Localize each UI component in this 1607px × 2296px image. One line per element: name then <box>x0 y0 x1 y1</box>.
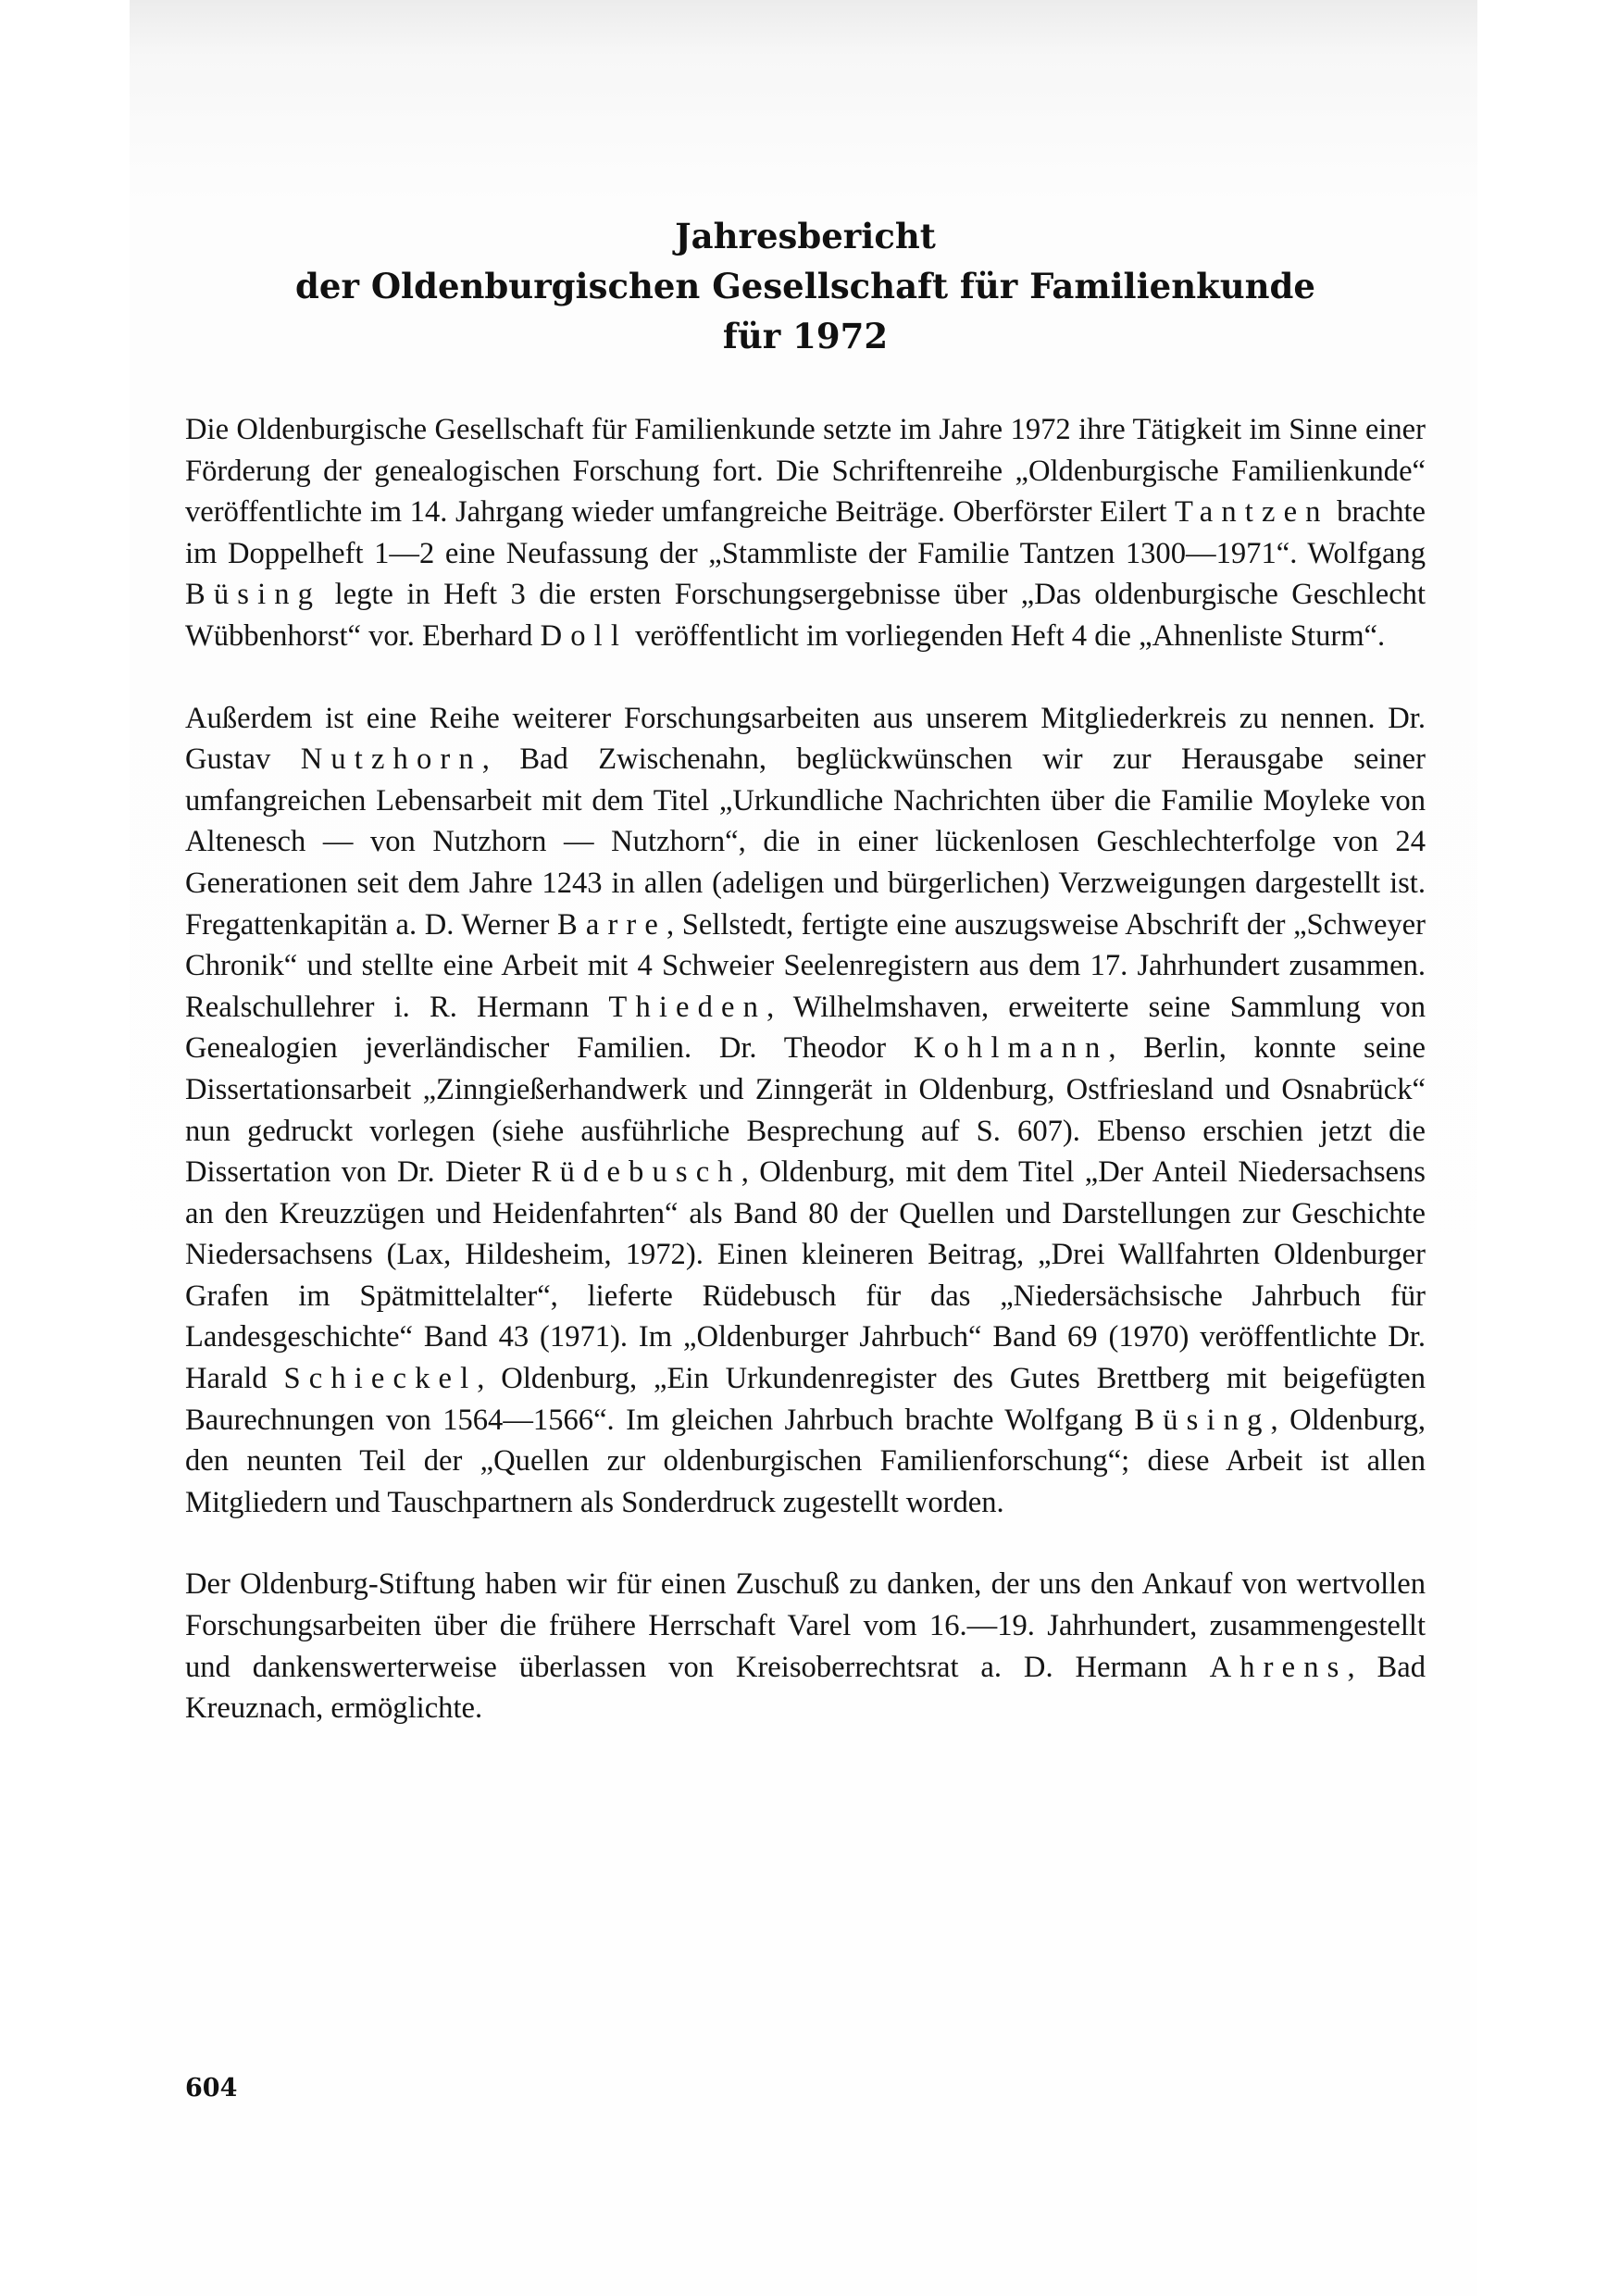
spaced-name: Tantzen <box>1175 495 1329 530</box>
paragraph-text: , Sellstedt, fertigte eine auszugsweise Abschrift der „Schweyer Chronik“ und stellte eine Arbeit mit 4 Schweier Seelenregistern aus dem 17. Jahrhundert zusammen. Realschullehrer i. R. Hermann <box>185 907 1426 1024</box>
spaced-name: Kohlmann <box>913 1031 1109 1066</box>
paragraph-text: Der Oldenburg-Stiftung haben wir für einen Zuschuß zu danken, der uns den Ankauf von wertvollen Forschungsarbeiten über die frühere Herrschaft Varel vom 16.—19. Jahrhundert, zusammengestellt und dankenswerterweise überlassen von Kreisoberrechtsrat a. D. Hermann <box>185 1567 1426 1684</box>
paragraph-text: , Oldenburg, den neunten Teil der „Quellen zur oldenburgischen Familienforschung“; diese Arbeit ist allen Mitgliedern und Tauschpartnern als Sonderdruck zugestellt worden. <box>185 1403 1426 1519</box>
paragraph-text: , Oldenburg, mit dem Titel „Der Anteil Niedersachsens an den Kreuzzügen und Heidenfahrten“ als Band 80 der Quellen und Darstellungen zur Geschichte Niedersachsens (Lax, Hildesheim, 1972). Einen kleineren Beitrag, „Drei Wallfahrten Oldenburger Grafen im Spätmittelalter“, lieferte Rüdebusch für das „Niedersächsische Jahrbuch für Landesgeschichte“ Band 43 (1971). Im „Oldenburger Jahrbuch“ Band 69 (1970) veröffentlichte Dr. Harald <box>185 1155 1426 1396</box>
spaced-name: Nutzhorn <box>300 742 482 777</box>
document-body <box>185 211 1426 1770</box>
paragraph-text: brachte im Doppelheft 1—2 eine Neufassung der „Stammliste der Familie Tantzen 1300—1971“. Wolfgang <box>185 495 1426 570</box>
paragraph-text: , Oldenburg, „Ein Urkundenregister des Gutes Brettberg mit beigefügten Baurechnungen von 1564—1566“. Im gleichen Jahrbuch brachte Wolfgang <box>185 1362 1426 1437</box>
title-line-2: der Oldenburgischen Gesellschaft für Familienkunde <box>295 266 1315 306</box>
paragraph-text: legte in Heft 3 die ersten Forschungsergebnisse über „Das oldenburgische Geschlecht Wübbenhorst“ vor. Eberhard <box>185 578 1426 653</box>
paragraph-3 <box>185 1564 1426 1728</box>
spaced-name: Ahrens <box>1209 1650 1348 1684</box>
title-line-1: Jahresbericht <box>675 216 936 256</box>
page-number: 604 <box>185 2074 238 2103</box>
spaced-name: Rüdebusch <box>530 1155 741 1190</box>
paragraph-2 <box>185 698 1426 1524</box>
paragraph-1 <box>185 409 1426 657</box>
paragraph-text: , Bad Zwischenahn, beglückwünschen wir zur Herausgabe seiner umfangreichen Lebensarbeit mit dem Titel „Urkundliche Nachrichten über die Familie Moyleke von Altenesch — von Nutzhorn — Nutzhorn“, die in einer lückenlosen Geschlechterfolge von 24 Generationen seit dem Jahre 1243 in allen (adeligen und bürgerlichen) Verzweigungen dargestellt ist. Fregattenkapitän a. D. Werner <box>185 742 1426 942</box>
paragraph-text: Außerdem ist eine Reihe weiterer Forschungsarbeiten aus unserem Mitgliederkreis zu nennen. Dr. Gustav <box>185 701 1426 777</box>
paragraph-text: , Wilhelmshaven, erweiterte seine Sammlung von Genealogien jeverländischer Familien. Dr. Theodor <box>185 990 1426 1066</box>
spaced-name: Büsing <box>185 578 322 612</box>
report-title <box>185 211 1426 361</box>
spaced-name: Doll <box>540 618 629 653</box>
spaced-name: Barre <box>557 907 666 942</box>
paragraph-text: veröffentlicht im vorliegenden Heft 4 die „Ahnenliste Sturm“. <box>628 618 1386 653</box>
spaced-name: Büsing <box>1134 1403 1271 1437</box>
spaced-name: Thieden <box>608 990 767 1024</box>
title-line-3: für 1972 <box>722 316 889 356</box>
paragraph-text: Die Oldenburgische Gesellschaft für Familienkunde setzte im Jahre 1972 ihre Tätigkeit im Sinne einer Förderung der genealogischen Forschung fort. Die Schriftenreihe „Oldenburgische Familienkunde“ veröffentlichte im 14. Jahrgang wieder umfangreiche Beiträge. Oberförster Eilert <box>185 413 1426 530</box>
paragraph-text: , Bad Kreuznach, ermöglichte. <box>185 1650 1426 1726</box>
spaced-name: Schieckel <box>283 1362 478 1396</box>
paragraph-text: , Berlin, konnte seine Dissertationsarbeit „Zinngießerhandwerk und Zinngerät in Oldenburg, Ostfriesland und Osnabrück“ nun gedruckt vorlegen (siehe ausführliche Besprechung auf S. 607). Ebenso erschien jetzt die Dissertation von Dr. Dieter <box>185 1031 1426 1190</box>
